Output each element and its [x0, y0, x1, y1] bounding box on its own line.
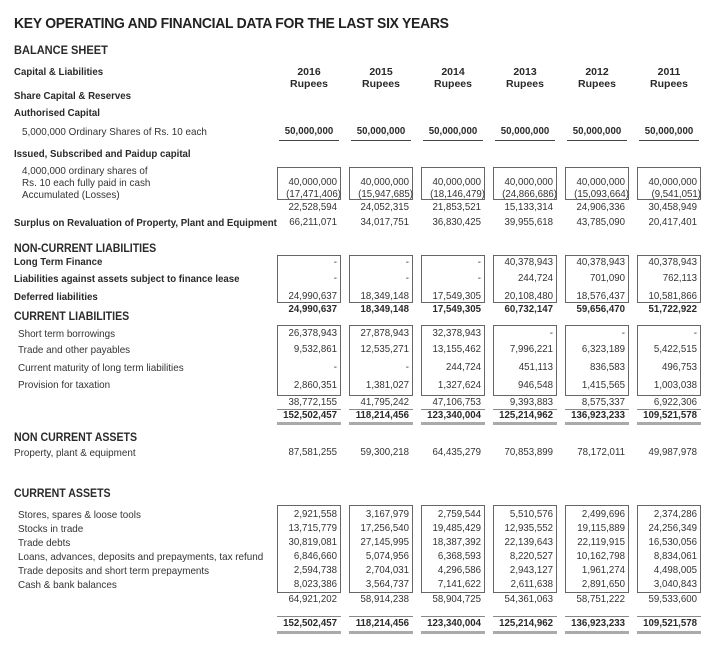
double-underline: [277, 631, 341, 634]
assets-grand-total: 152,502,457: [283, 618, 337, 629]
double-underline: [421, 631, 485, 634]
current-assets-total: 59,533,600: [648, 594, 697, 605]
authorised-capital-value: 50,000,000: [356, 126, 406, 137]
authorised-capital-value: 50,000,000: [284, 126, 334, 137]
non-current-liabilities-heading: NON-CURRENT LIABILITIES: [14, 243, 157, 255]
unit-header: Rupees: [578, 78, 616, 90]
property-plant-value: 64,435,279: [432, 447, 481, 458]
non-current-liability-value: 17,549,305: [432, 291, 481, 302]
current-asset-value: 2,891,650: [581, 579, 625, 590]
double-underline: [493, 422, 557, 425]
year-header: 2014: [441, 66, 465, 78]
non-current-liability-value: 244,724: [517, 273, 553, 284]
current-maturity-label: Current maturity of long term liabilities: [18, 362, 184, 374]
authorised-capital-value: 50,000,000: [428, 126, 478, 137]
current-asset-value: 13,715,779: [288, 523, 337, 534]
equity-subtotal-value: 24,906,336: [576, 202, 625, 213]
authorised-capital-value: 50,000,000: [644, 126, 694, 137]
non-current-liability-value: 701,090: [589, 273, 625, 284]
accumulated-losses-value: (17,471,406): [286, 189, 341, 200]
current-asset-value: 12,935,552: [504, 523, 553, 534]
authorised-capital-value: 50,000,000: [572, 126, 622, 137]
property-plant-value: 70,853,899: [504, 447, 553, 458]
non-current-liabilities-total: 59,656,470: [576, 304, 625, 315]
current-liabilities-total: 38,772,155: [288, 397, 337, 408]
double-underline: [565, 631, 629, 634]
current-liabilities-total: 41,795,242: [360, 397, 409, 408]
surplus-revaluation-value: 36,830,425: [432, 217, 481, 228]
equity-subtotal-value: 24,052,315: [360, 202, 409, 213]
current-liability-value: 32,378,943: [432, 328, 481, 339]
issued-capital-heading: Issued, Subscribed and Paidup capital: [14, 148, 191, 160]
trade-debts-label: Trade debts: [18, 537, 71, 549]
double-underline: [349, 422, 413, 425]
current-liability-value: 836,583: [589, 362, 625, 373]
current-asset-value: 2,594,738: [293, 565, 337, 576]
trade-deposits-label: Trade deposits and short term prepayments: [18, 565, 210, 577]
current-asset-value: 2,374,286: [653, 509, 697, 520]
surplus-revaluation-value: 39,955,618: [504, 217, 553, 228]
accumulated-losses-value: (15,947,685): [358, 189, 413, 200]
non-current-liability-value: 24,990,637: [288, 291, 337, 302]
current-asset-value: 2,611,638: [510, 579, 553, 590]
underline: [423, 140, 483, 141]
total-rule: [493, 616, 557, 617]
surplus-revaluation-value: 20,417,401: [648, 217, 697, 228]
non-current-liabilities-total: 60,732,147: [504, 304, 553, 315]
liabilities-grand-total: 136,923,233: [571, 410, 625, 421]
non-current-liabilities-total: 18,349,148: [360, 304, 409, 315]
current-asset-value: 2,921,558: [293, 509, 337, 520]
current-asset-value: 22,139,643: [504, 537, 553, 548]
liabilities-grand-total: 152,502,457: [283, 410, 337, 421]
property-plant-label: Property, plant & equipment: [14, 447, 136, 459]
property-plant-value: 59,300,218: [360, 447, 409, 458]
double-underline: [277, 422, 341, 425]
issued-capital-value: 40,000,000: [504, 177, 553, 188]
surplus-revaluation-label: Surplus on Revaluation of Property, Plant and Equipment: [14, 217, 277, 229]
capital-liabilities-heading: Capital & Liabilities: [14, 66, 104, 78]
current-liability-value: 1,415,565: [581, 380, 625, 391]
current-liability-value: 7,996,221: [509, 344, 553, 355]
property-plant-value: 87,581,255: [288, 447, 337, 458]
current-asset-value: 2,943,127: [509, 565, 553, 576]
current-liability-value: 13,155,462: [432, 344, 481, 355]
current-asset-value: 8,834,061: [653, 551, 697, 562]
current-assets-total: 54,361,063: [504, 594, 553, 605]
current-liabilities-total: 47,106,753: [432, 397, 481, 408]
page-title: KEY OPERATING AND FINANCIAL DATA FOR THE LAST SIX YEARS: [14, 15, 449, 32]
year-header: 2012: [585, 66, 609, 78]
current-assets-heading: CURRENT ASSETS: [14, 488, 111, 500]
current-asset-value: 3,040,843: [653, 579, 697, 590]
year-header: 2013: [513, 66, 537, 78]
current-asset-value: 4,498,005: [653, 565, 697, 576]
unit-header: Rupees: [362, 78, 400, 90]
non-current-liability-value: 10,581,866: [648, 291, 697, 302]
equity-subtotal-value: 21,853,521: [432, 202, 481, 213]
liabilities-grand-total: 125,214,962: [499, 410, 553, 421]
authorised-capital-value: 50,000,000: [500, 126, 550, 137]
current-liabilities-total: 6,922,306: [653, 397, 697, 408]
double-underline: [493, 631, 557, 634]
current-liability-value: 451,113: [518, 362, 553, 373]
section-heading: BALANCE SHEET: [14, 43, 108, 57]
property-plant-value: 78,172,011: [577, 447, 625, 458]
non-current-liability-value: -: [333, 257, 337, 268]
underline: [567, 140, 627, 141]
total-rule: [637, 616, 701, 617]
share-capital-heading: Share Capital & Reserves: [14, 90, 132, 102]
accumulated-losses-label: Accumulated (Losses): [22, 189, 120, 201]
current-liability-value: 27,878,943: [360, 328, 409, 339]
year-header: 2015: [369, 66, 393, 78]
current-assets-total: 58,914,238: [360, 594, 409, 605]
equity-subtotal-value: 30,458,949: [648, 202, 697, 213]
accumulated-losses-value: (18,146,479): [430, 189, 485, 200]
issued-capital-value: 40,000,000: [432, 177, 481, 188]
trade-payables-label: Trade and other payables: [18, 344, 131, 356]
issued-shares-label-line1: 4,000,000 ordinary shares of: [22, 165, 148, 177]
current-asset-value: 18,387,392: [432, 537, 481, 548]
surplus-revaluation-value: 66,211,071: [289, 217, 337, 228]
current-asset-value: 10,162,798: [576, 551, 625, 562]
double-underline: [421, 422, 485, 425]
current-liability-value: -: [693, 328, 697, 339]
unit-header: Rupees: [290, 78, 328, 90]
current-liability-value: 12,535,271: [360, 344, 409, 355]
total-rule: [349, 616, 413, 617]
accumulated-losses-value: (9,541,051): [651, 189, 701, 200]
non-current-liability-value: -: [477, 273, 481, 284]
year-header: 2011: [657, 66, 681, 78]
current-liability-value: 1,381,027: [365, 380, 409, 391]
assets-grand-total: 136,923,233: [571, 618, 625, 629]
non-current-liability-value: 18,576,437: [576, 291, 625, 302]
accumulated-losses-value: (24,866,686): [502, 189, 557, 200]
non-current-liabilities-total: 24,990,637: [288, 304, 337, 315]
non-current-liability-value: -: [477, 257, 481, 268]
unit-header: Rupees: [434, 78, 472, 90]
non-current-liability-value: -: [405, 273, 409, 284]
current-asset-value: 27,145,995: [360, 537, 409, 548]
current-liability-value: 5,422,515: [653, 344, 697, 355]
current-asset-value: 5,074,956: [365, 551, 409, 562]
double-underline: [349, 631, 413, 634]
current-asset-value: 30,819,081: [288, 537, 337, 548]
non-current-liabilities-total: 17,549,305: [432, 304, 481, 315]
stocks-trade-label: Stocks in trade: [18, 523, 84, 535]
current-assets-total: 58,751,222: [576, 594, 625, 605]
non-current-liabilities-total: 51,722,922: [648, 304, 697, 315]
non-current-liability-value: 40,378,943: [576, 257, 625, 268]
current-asset-value: 3,564,737: [365, 579, 409, 590]
non-current-liability-value: -: [333, 273, 337, 284]
property-plant-value: 49,987,978: [648, 447, 697, 458]
surplus-revaluation-value: 43,785,090: [576, 217, 625, 228]
current-liabilities-heading: CURRENT LIABILITIES: [14, 311, 130, 323]
current-asset-value: 2,759,544: [437, 509, 481, 520]
current-liabilities-total: 9,393,883: [509, 397, 553, 408]
current-assets-total: 64,921,202: [288, 594, 337, 605]
stores-spares-label: Stores, spares & loose tools: [18, 509, 141, 521]
long-term-finance-label: Long Term Finance: [14, 256, 103, 268]
assets-grand-total: 118,214,456: [355, 618, 409, 629]
current-asset-value: 8,220,527: [509, 551, 553, 562]
authorised-shares-label: 5,000,000 Ordinary Shares of Rs. 10 each: [22, 126, 207, 138]
current-asset-value: 22,119,915: [577, 537, 625, 548]
current-asset-value: 5,510,576: [509, 509, 553, 520]
current-asset-value: 2,704,031: [365, 565, 409, 576]
finance-lease-label: Liabilities against assets subject to finance lease: [14, 273, 240, 285]
liabilities-grand-total: 123,340,004: [427, 410, 481, 421]
unit-header: Rupees: [650, 78, 688, 90]
current-liability-value: 1,327,624: [437, 380, 481, 391]
non-current-liability-value: 18,349,148: [360, 291, 409, 302]
assets-grand-total: 123,340,004: [427, 618, 481, 629]
assets-grand-total: 125,214,962: [499, 618, 553, 629]
provision-taxation-label: Provision for taxation: [18, 379, 111, 391]
current-asset-value: 6,846,660: [293, 551, 337, 562]
non-current-liability-value: 762,113: [662, 273, 697, 284]
liabilities-grand-total: 118,214,456: [355, 410, 409, 421]
equity-subtotal-value: 22,528,594: [288, 202, 337, 213]
assets-grand-total: 109,521,578: [643, 618, 697, 629]
issued-capital-value: 40,000,000: [576, 177, 625, 188]
accumulated-losses-value: (15,093,664): [574, 189, 629, 200]
current-asset-value: 3,167,979: [365, 509, 409, 520]
double-underline: [637, 631, 701, 634]
double-underline: [637, 422, 701, 425]
current-liability-value: 9,532,861: [293, 344, 337, 355]
current-assets-total: 58,904,725: [432, 594, 481, 605]
deferred-liabilities-label: Deferred liabilities: [14, 291, 98, 303]
short-term-borrowings-label: Short term borrowings: [18, 328, 116, 340]
current-asset-value: 19,115,889: [577, 523, 625, 534]
current-liability-value: 244,724: [445, 362, 481, 373]
liabilities-grand-total: 109,521,578: [643, 410, 697, 421]
non-current-liability-value: 40,378,943: [504, 257, 553, 268]
underline: [495, 140, 555, 141]
equity-subtotal-value: 15,133,314: [504, 202, 553, 213]
current-asset-value: 4,296,586: [437, 565, 481, 576]
current-asset-value: 8,023,386: [293, 579, 337, 590]
current-liability-value: -: [333, 362, 337, 373]
issued-capital-value: 40,000,000: [360, 177, 409, 188]
current-liability-value: 2,860,351: [293, 380, 337, 391]
authorised-capital-heading: Authorised Capital: [14, 107, 100, 119]
current-liability-value: -: [621, 328, 625, 339]
current-asset-value: 1,961,274: [581, 565, 625, 576]
total-rule: [277, 616, 341, 617]
year-header: 2016: [297, 66, 321, 78]
underline: [351, 140, 411, 141]
current-liability-value: 6,323,189: [581, 344, 625, 355]
current-liability-value: 496,753: [661, 362, 697, 373]
non-current-liability-value: -: [405, 257, 409, 268]
current-liabilities-total: 8,575,337: [581, 397, 625, 408]
current-asset-value: 24,256,349: [648, 523, 697, 534]
current-liability-value: -: [405, 362, 409, 373]
current-asset-value: 6,368,593: [437, 551, 481, 562]
current-asset-value: 7,141,622: [437, 579, 481, 590]
current-liability-value: 1,003,038: [653, 380, 697, 391]
cash-bank-label: Cash & bank balances: [18, 579, 117, 591]
current-asset-value: 19,485,429: [432, 523, 481, 534]
underline: [279, 140, 339, 141]
total-rule: [421, 616, 485, 617]
double-underline: [565, 422, 629, 425]
non-current-liability-value: 20,108,480: [504, 291, 553, 302]
underline: [639, 140, 699, 141]
issued-shares-label-line2: Rs. 10 each fully paid in cash: [22, 177, 151, 189]
non-current-assets-heading: NON CURRENT ASSETS: [14, 432, 138, 444]
current-liability-value: 26,378,943: [288, 328, 337, 339]
current-asset-value: 17,256,540: [360, 523, 409, 534]
current-liability-value: -: [549, 328, 553, 339]
loans-advances-label: Loans, advances, deposits and prepayments, tax refund: [18, 551, 264, 563]
current-liability-value: 946,548: [517, 380, 553, 391]
total-rule: [565, 616, 629, 617]
issued-capital-value: 40,000,000: [288, 177, 337, 188]
unit-header: Rupees: [506, 78, 544, 90]
issued-capital-value: 40,000,000: [648, 177, 697, 188]
current-asset-value: 2,499,696: [581, 509, 625, 520]
non-current-liability-value: 40,378,943: [648, 257, 697, 268]
current-asset-value: 16,530,056: [648, 537, 697, 548]
surplus-revaluation-value: 34,017,751: [360, 217, 409, 228]
